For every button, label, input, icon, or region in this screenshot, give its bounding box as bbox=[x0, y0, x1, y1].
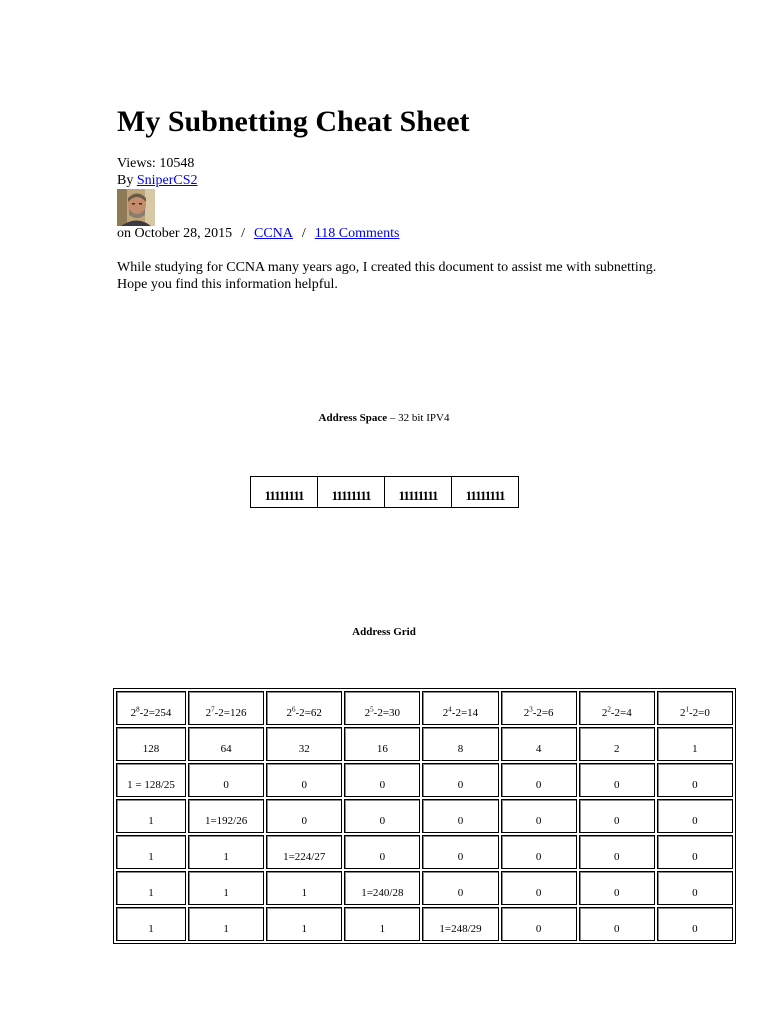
grid-cell: 0 bbox=[344, 763, 420, 797]
grid-cell: 1 bbox=[657, 727, 733, 761]
grid-cell: 0 bbox=[501, 907, 577, 941]
grid-row bbox=[116, 727, 733, 761]
grid-cell: 1=240/28 bbox=[344, 871, 420, 905]
grid-cell: 0 bbox=[422, 871, 498, 905]
address-grid-table bbox=[113, 688, 736, 944]
octet-cell: 11111111 bbox=[251, 477, 318, 508]
grid-header-cell: $2^7-2=126$ bbox=[188, 691, 264, 725]
address-space-caption-rest: – 32 bit IPV4 bbox=[387, 412, 450, 424]
octet-cell: 11111111 bbox=[318, 477, 385, 508]
octet-cell: 11111111 bbox=[385, 477, 452, 508]
grid-cell: 0 bbox=[501, 871, 577, 905]
avatar-photo-icon bbox=[117, 189, 155, 226]
grid-cell: 4 bbox=[501, 727, 577, 761]
by-label: By bbox=[117, 173, 137, 188]
grid-cell: 8 bbox=[422, 727, 498, 761]
grid-cell: 0 bbox=[657, 763, 733, 797]
grid-cell: 0 bbox=[501, 763, 577, 797]
grid-cell: 1=248/29 bbox=[422, 907, 498, 941]
grid-cell: 1=192/26 bbox=[188, 799, 264, 833]
grid-cell: 0 bbox=[579, 799, 655, 833]
grid-cell: 1 bbox=[116, 835, 186, 869]
address-space-row bbox=[251, 477, 519, 508]
views-count: 10548 bbox=[159, 156, 195, 171]
grid-row bbox=[116, 763, 733, 797]
grid-cell: 1 bbox=[116, 907, 186, 941]
address-space-caption-bold: Address Space bbox=[318, 412, 388, 424]
grid-row bbox=[116, 871, 733, 905]
grid-header-cell: $2^1-2=0$ bbox=[657, 691, 733, 725]
grid-cell: 0 bbox=[422, 763, 498, 797]
grid-header-cell: $2^8-2=254$ bbox=[116, 691, 186, 725]
grid-cell: 0 bbox=[501, 835, 577, 869]
byline bbox=[117, 172, 198, 189]
date-prefix: on bbox=[117, 226, 135, 241]
comments-link[interactable]: 118 Comments bbox=[314, 226, 400, 241]
grid-cell: 0 bbox=[579, 835, 655, 869]
grid-cell: 1 = 128/25 bbox=[116, 763, 186, 797]
grid-row bbox=[116, 907, 733, 941]
grid-cell: 64 bbox=[188, 727, 264, 761]
grid-cell: 16 bbox=[344, 727, 420, 761]
grid-row bbox=[116, 799, 733, 833]
grid-cell: 2 bbox=[579, 727, 655, 761]
grid-cell: 0 bbox=[579, 907, 655, 941]
grid-cell: 0 bbox=[266, 763, 342, 797]
grid-cell: 0 bbox=[657, 835, 733, 869]
views-label: Views: bbox=[117, 156, 160, 171]
meta-separator: / bbox=[301, 226, 306, 241]
intro-paragraph: While studying for CCNA many years ago, I created this document to assist me with subnetting. Hope you find this information helpful. bbox=[117, 260, 657, 292]
grid-cell: 0 bbox=[344, 799, 420, 833]
grid-header-row bbox=[116, 691, 733, 725]
address-grid-caption-bold: Address Grid bbox=[352, 626, 416, 638]
grid-cell: 1 bbox=[344, 907, 420, 941]
grid-row bbox=[116, 835, 733, 869]
grid-cell: 1 bbox=[116, 871, 186, 905]
author-link[interactable]: SniperCS2 bbox=[136, 173, 198, 188]
grid-cell: 1 bbox=[188, 871, 264, 905]
grid-cell: 1 bbox=[266, 907, 342, 941]
grid-cell: 1 bbox=[116, 799, 186, 833]
grid-cell: 0 bbox=[266, 799, 342, 833]
grid-cell: 0 bbox=[579, 871, 655, 905]
post-date: October 28, 2015 bbox=[134, 226, 233, 241]
page-title: My Subnetting Cheat Sheet bbox=[117, 105, 470, 138]
grid-header-cell: $2^6-2=62$ bbox=[266, 691, 342, 725]
address-space-table bbox=[250, 476, 519, 508]
grid-header-cell: $2^2-2=4$ bbox=[579, 691, 655, 725]
grid-cell: 0 bbox=[422, 799, 498, 833]
grid-cell: 0 bbox=[501, 799, 577, 833]
meta-separator: / bbox=[241, 226, 245, 241]
address-grid-caption bbox=[0, 626, 768, 639]
octet-cell: 11111111 bbox=[452, 477, 519, 508]
grid-cell: 0 bbox=[657, 871, 733, 905]
grid-cell: 0 bbox=[344, 835, 420, 869]
address-space-caption bbox=[0, 412, 768, 425]
post-meta bbox=[117, 225, 399, 242]
grid-cell: 0 bbox=[657, 799, 733, 833]
views-line bbox=[117, 155, 194, 172]
category-link[interactable]: CCNA bbox=[253, 226, 293, 241]
grid-cell: 0 bbox=[422, 835, 498, 869]
grid-cell: 32 bbox=[266, 727, 342, 761]
grid-cell: 1 bbox=[188, 907, 264, 941]
grid-cell: 1 bbox=[266, 871, 342, 905]
grid-cell: 0 bbox=[188, 763, 264, 797]
grid-cell: 1 bbox=[188, 835, 264, 869]
grid-cell: 0 bbox=[657, 907, 733, 941]
grid-header-cell: $2^5-2=30$ bbox=[344, 691, 420, 725]
grid-cell: 128 bbox=[116, 727, 186, 761]
grid-cell: 1=224/27 bbox=[266, 835, 342, 869]
grid-cell: 0 bbox=[579, 763, 655, 797]
author-avatar bbox=[117, 189, 155, 226]
grid-header-cell: $2^4-2=14$ bbox=[422, 691, 498, 725]
grid-header-cell: $2^3-2=6$ bbox=[501, 691, 577, 725]
